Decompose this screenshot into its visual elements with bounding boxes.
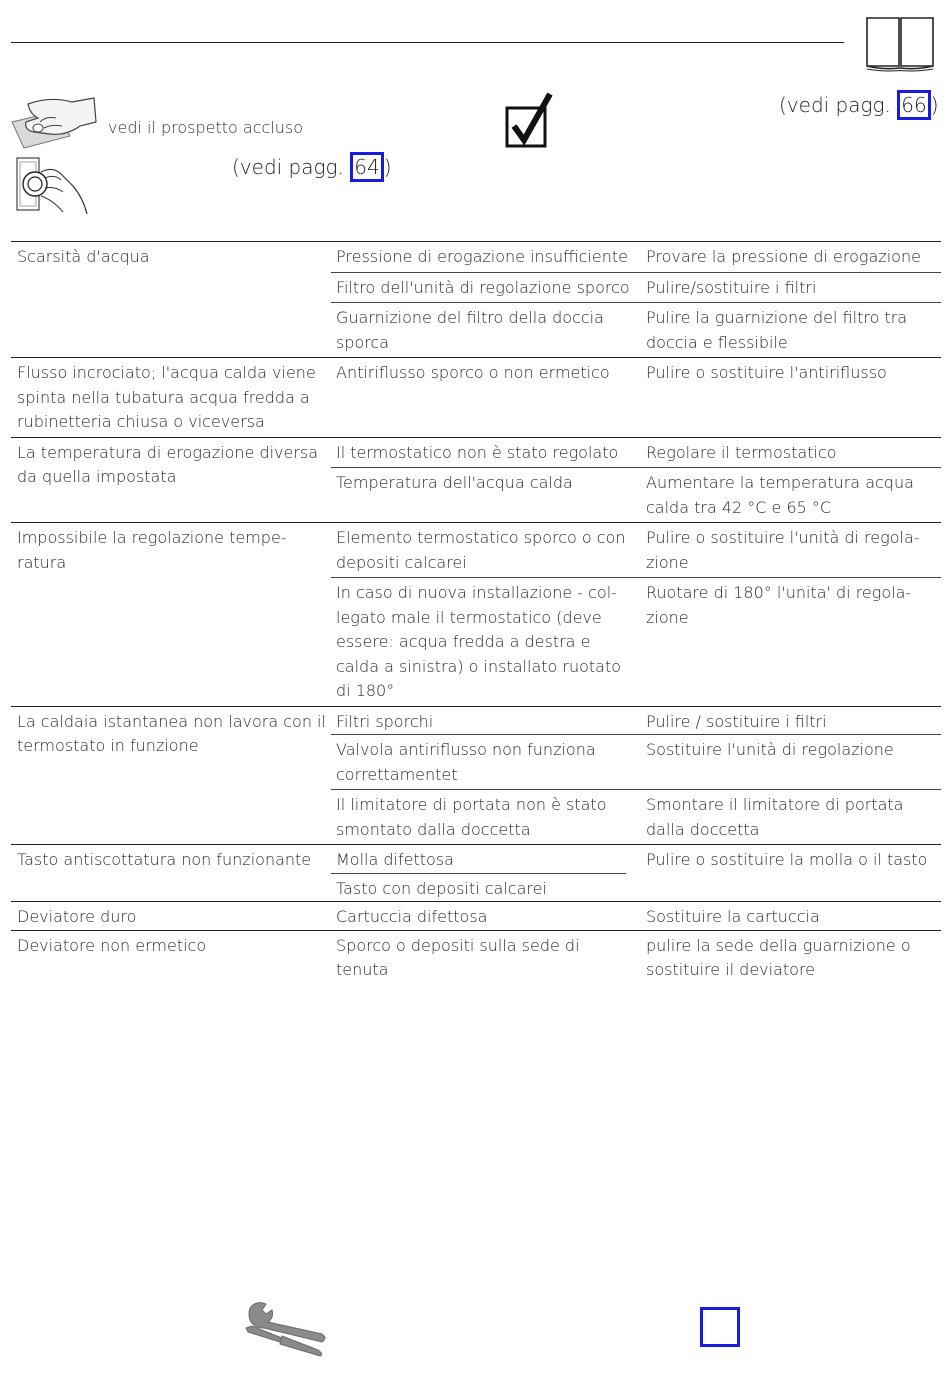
remedy-cell: Aumentare la temperatura acqua calda tra 42 °C e 65 °C <box>646 473 914 517</box>
remedy-cell: Sostituire l'unità di regolazione <box>646 740 894 759</box>
open-book-icon <box>865 14 935 72</box>
cause-cell: Tasto con depositi calcarei <box>331 873 626 902</box>
table-row <box>11 706 941 845</box>
cause-remedy-row <box>331 523 941 577</box>
cause-remedy-row <box>331 467 941 522</box>
hand-wiping-icon <box>10 92 98 150</box>
remedy-cell: Pulire o sostituire l'antiriflusso <box>646 363 887 382</box>
remedy-cell: Pulire o sostituire la molla o il tasto <box>646 850 928 869</box>
cause-remedy-row <box>331 242 941 272</box>
wrench-screwdriver-icon <box>242 1298 328 1358</box>
table-row <box>11 522 941 706</box>
page-reference-left: (vedi pagg. 64 ) <box>232 152 392 182</box>
cause-cell: Sporco o depositi sulla sede di tenuta <box>336 935 580 979</box>
cause-remedy-row <box>331 902 941 930</box>
cause-remedy-row <box>331 272 941 303</box>
cause-cell: Il limitatore di portata non è stato smontato dalla doccetta <box>336 795 607 839</box>
cause-cell: Valvola antiriflusso non funziona correttamentet <box>336 740 596 784</box>
cause-cell: Molla difettosa <box>336 850 454 869</box>
problem-cell: Flusso incrociato; l'acqua calda viene spinta nella tubatura acqua fredda a rubinetteria chiusa o viceversa <box>17 363 316 431</box>
table-row <box>11 901 941 930</box>
remedy-cell: Sostituire la cartuccia <box>646 907 820 926</box>
table-row <box>11 437 941 523</box>
problem-cell: Tasto antiscottatura non funzionante <box>17 850 312 869</box>
cause-cell: Filtri sporchi <box>336 711 434 731</box>
page-reference-right: (vedi pagg. 66 ) <box>779 90 939 120</box>
problem-cell: La temperatura di erogazione diversa da quella impostata <box>17 442 319 486</box>
cause-cell: Cartuccia difettosa <box>336 907 488 926</box>
cause-cell: Guarnizione del filtro della doccia sporca <box>336 308 604 352</box>
cause-cell: Il termostatico non è stato regolato <box>336 442 619 462</box>
remedy-cell: Provare la pressione di erogazione <box>646 247 921 266</box>
cause-remedy-row <box>331 302 941 357</box>
header-rule <box>11 42 844 43</box>
cause-remedy-row <box>331 577 941 706</box>
cause-remedy-row <box>331 789 941 844</box>
problem-cell: La caldaia istantanea non lavora con il termostato in funzione <box>17 711 326 755</box>
problem-cell: Impossibile la regolazione tempe-ratura <box>17 528 287 572</box>
problem-cell: Scarsità d'acqua <box>17 247 150 266</box>
troubleshooting-table <box>11 241 941 983</box>
remedy-cell: Ruotare di 180° l'unita' di regola-zione <box>646 583 912 627</box>
cause-cell: Elemento termostatico sporco o con depositi calcarei <box>336 528 626 572</box>
cause-cell: Pressione di erogazione insufficiente <box>336 247 628 266</box>
cause-remedy-row <box>331 438 941 468</box>
remedy-cell: pulire la sede della guarnizione o sostituire il deviatore <box>646 935 911 979</box>
cause-remedy-row <box>331 358 941 386</box>
remedy-cell: Pulire o sostituire l'unità di regola-zione <box>646 528 920 572</box>
remedy-cell: Pulire la guarnizione del filtro tra doccia e flessibile <box>646 308 908 352</box>
checkmark-box-icon <box>504 88 556 150</box>
table-row <box>11 357 941 437</box>
remedy-cell: Smontare il limitatore di portata dalla doccetta <box>646 795 904 839</box>
hand-turning-knob-icon <box>15 152 89 214</box>
page-link-box[interactable] <box>700 1307 740 1347</box>
table-row <box>11 930 941 983</box>
remedy-cell: Regolare il termostatico <box>646 442 837 462</box>
page-link-64[interactable]: 64 <box>350 152 383 182</box>
table-row <box>11 241 941 357</box>
cause-cell: Antiriflusso sporco o non ermetico <box>336 363 610 382</box>
cause-remedy-row <box>331 931 941 983</box>
table-row <box>11 844 941 901</box>
cause-cell: In caso di nuova installazione - col-legato male il termostatico (deve essere: acqua fredda a destra e calda a sinistra) o installato ruotato di 180° <box>336 583 622 700</box>
hand-caption: vedi il prospetto accluso <box>108 118 304 137</box>
problem-cell: Deviatore non ermetico <box>17 935 207 955</box>
problem-cell: Deviatore duro <box>17 907 137 926</box>
cause-cell: Temperatura dell'acqua calda <box>336 473 573 492</box>
remedy-cell: Pulire / sostituire i filtri <box>646 711 827 731</box>
cause-remedy-row <box>331 707 941 735</box>
cause-remedy-row <box>331 734 941 789</box>
remedy-cell: Pulire/sostituire i filtri <box>646 277 817 297</box>
page-link-66[interactable]: 66 <box>897 90 930 120</box>
cause-cell: Filtro dell'unità di regolazione sporco <box>336 277 630 297</box>
